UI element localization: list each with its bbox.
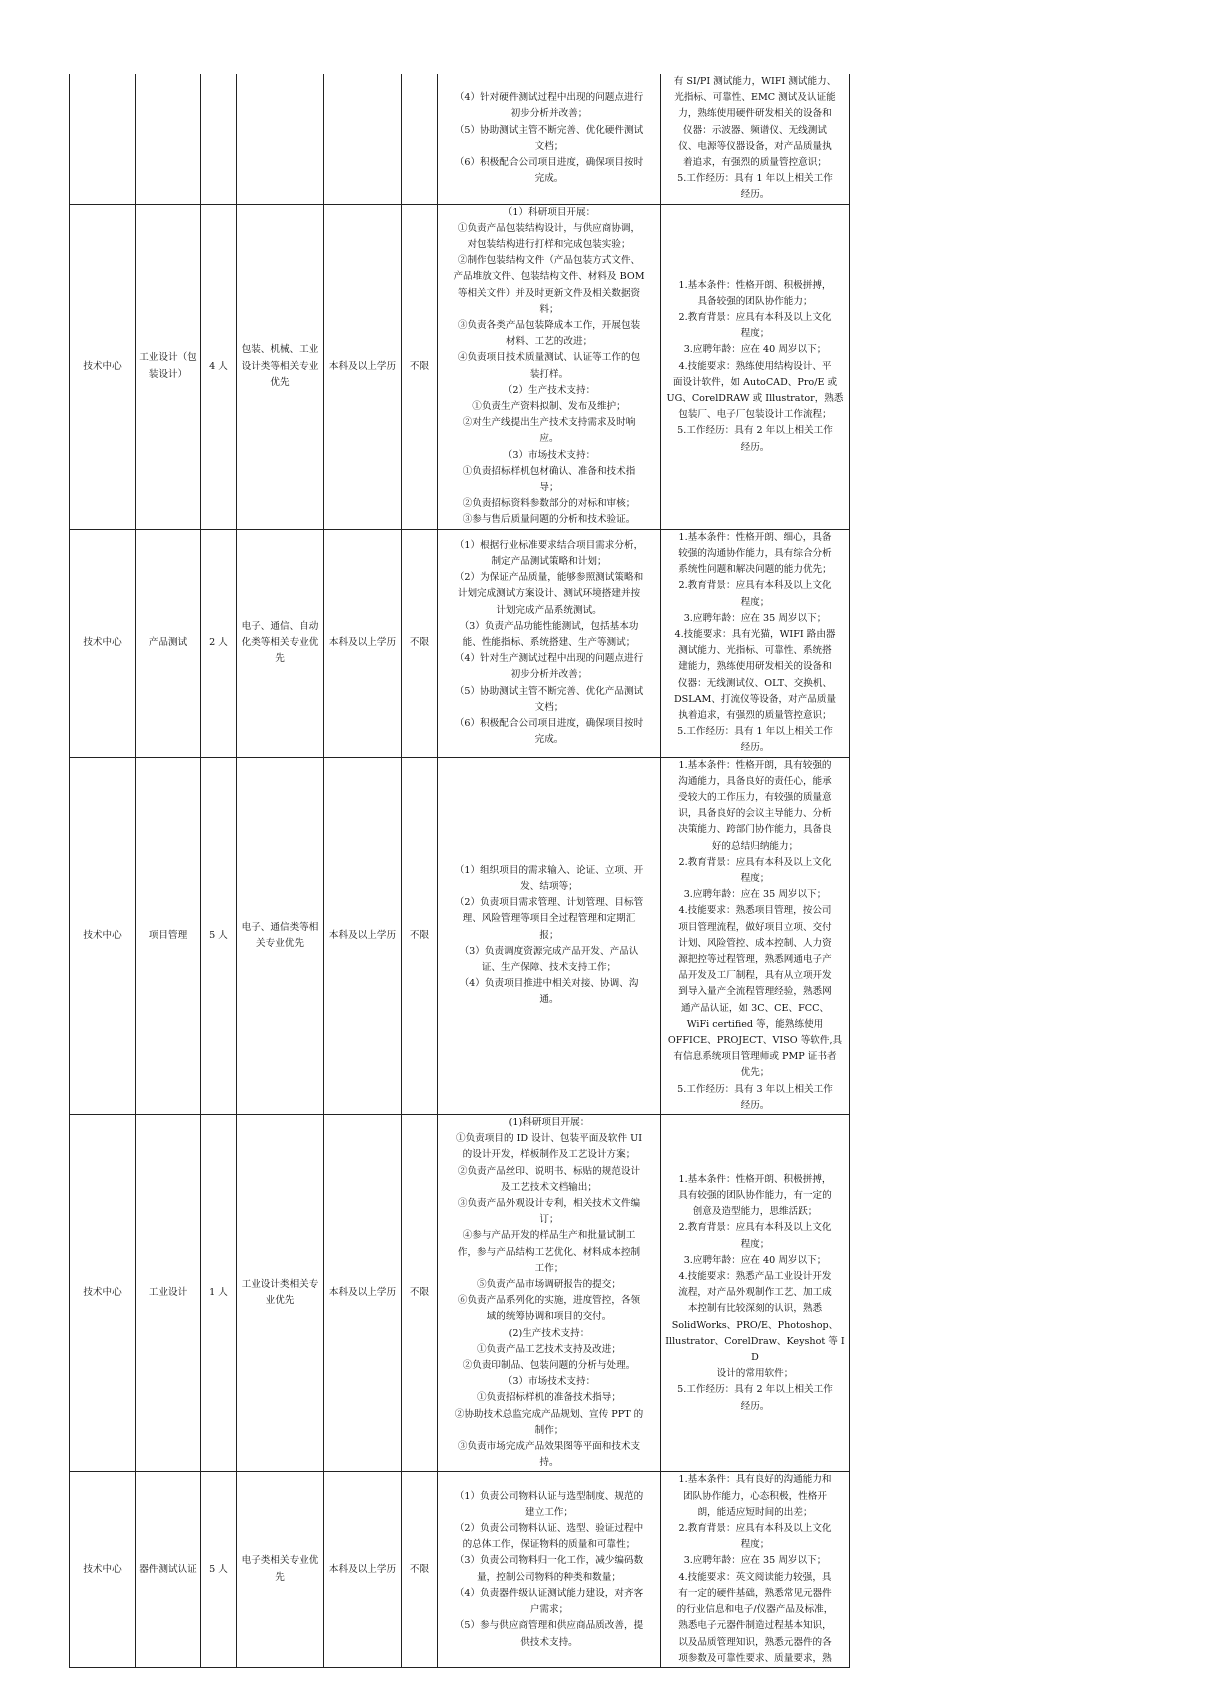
requirement-line: 受较大的工作压力，有较强的质量意 <box>678 791 832 803</box>
requirement-line: 好的总结归纳能力； <box>711 840 799 852</box>
requirement-line: 有一定的硬件基础，熟悉常见元器件 <box>678 1587 832 1599</box>
headcount-cell: 1 人 <box>201 1115 237 1472</box>
duty-line: ①负责项目的 ID 设计、包装平面及软件 UI <box>455 1133 642 1145</box>
duty-line: ①负责招标样机的准备技术指导； <box>477 1392 621 1404</box>
duty-line: 完成。 <box>534 173 564 185</box>
duty-line: （2）为保证产品质量，能够参照测试策略和 <box>454 572 644 584</box>
duty-line: （5）协助测试主管不断完善、优化硬件测试 <box>454 124 644 136</box>
duty-line: 文档； <box>534 140 564 152</box>
department-cell: 技术中心 <box>70 204 136 529</box>
requirement-line: 5.工作经历：具有 1 年以上相关工作 <box>677 726 833 738</box>
job-duties-cell <box>438 1115 661 1472</box>
requirement-line: 到导入量产全流程管理经验，熟悉网 <box>678 986 832 998</box>
requirement-line: 1.基本条件：性格开朗、积极拼搏， <box>678 1173 832 1185</box>
requirement-line: 具有较强的团队协作能力，有一定的 <box>678 1189 832 1201</box>
duty-line: （2）负责公司物料认证、选型、验证过程中 <box>454 1523 644 1535</box>
requirement-line: 3.应聘年龄：应在 35 周岁以下； <box>683 612 827 624</box>
position-cell: 器件测试认证 <box>136 1472 201 1667</box>
duty-line: ①负责招标样机包材确认、准备和技术指 <box>462 465 636 477</box>
requirement-line: SolidWorks、PRO/E、Photoshop、 <box>671 1319 839 1331</box>
requirement-line: 创意及造型能力，思维活跃； <box>692 1206 818 1218</box>
requirement-line: 包装厂、电子厂包装设计工作流程； <box>678 409 832 421</box>
requirements-cell <box>661 1472 850 1667</box>
requirement-line: 经历。 <box>740 441 770 453</box>
duty-line: 建立工作； <box>525 1506 573 1518</box>
education-cell: 本科及以上学历 <box>324 1472 402 1667</box>
duty-line: （4）负责项目推进中相关对接、协调、沟 <box>459 978 639 990</box>
requirement-line: 有 SI/PI 测试能力，WIFI 测试能力、 <box>673 76 837 87</box>
department-cell: 技术中心 <box>70 529 136 757</box>
duty-line: 订； <box>539 1214 559 1226</box>
table-row <box>70 1115 850 1472</box>
duty-line: 持。 <box>539 1457 559 1469</box>
requirement-line: 经历。 <box>740 1099 770 1111</box>
requirement-line: 2.教育背景：应具有本科及以上文化 <box>678 580 832 592</box>
duty-line: （1）科研项目开展： <box>502 206 596 218</box>
job-duties-cell <box>438 757 661 1114</box>
position-cell <box>136 74 201 204</box>
duty-line: 供技术支持。 <box>520 1636 578 1648</box>
requirement-line: 程度； <box>740 596 770 608</box>
requirement-line: 仪、电源等仪器设备，对产品质量执 <box>678 140 832 152</box>
requirement-line: 1.基本条件：性格开朗、细心，具备 <box>678 531 832 543</box>
job-duties-cell <box>438 529 661 757</box>
requirement-line: 系统性问题和解决问题的能力优先； <box>678 564 832 576</box>
table-row <box>70 74 850 204</box>
duty-line: ②负责招标资料参数部分的对标和审核； <box>462 498 636 510</box>
duty-line: （3）负责调度资源完成产品开发、产品认 <box>459 945 639 957</box>
requirement-line: 建能力，熟练使用研发相关的设备和 <box>678 661 832 673</box>
duty-line: 制作； <box>534 1424 564 1436</box>
major-cell: 包装、机械、工业设计类等相关专业优先 <box>237 204 324 529</box>
requirement-line: 朗，能适应短时间的出差； <box>697 1506 813 1518</box>
requirement-line: 3.应聘年龄：应在 35 周岁以下； <box>683 1555 827 1567</box>
requirement-line: 2.教育背景：应具有本科及以上文化 <box>678 1523 832 1535</box>
duty-line: 制定产品测试策略和计划； <box>491 555 607 567</box>
duty-line: （6）积极配合公司项目进度，确保项目按时 <box>454 718 644 730</box>
duty-line: 工作； <box>534 1262 564 1274</box>
headcount-cell: 4 人 <box>201 204 237 529</box>
education-cell: 本科及以上学历 <box>324 757 402 1114</box>
requirement-line: 识，具备良好的会议主导能力、分析 <box>678 808 832 820</box>
requirement-line: 光指标、可靠性、EMC 测试及认证能 <box>674 92 836 104</box>
gender-cell: 不限 <box>402 757 438 1114</box>
requirement-line: 源把控等过程管理，熟悉网通电子产 <box>678 953 832 965</box>
duty-line: ④参与产品开发的样品生产和批量试制工 <box>462 1230 636 1242</box>
requirement-line: 经历。 <box>740 1400 770 1412</box>
job-duties-cell <box>438 74 661 204</box>
headcount-cell: 5 人 <box>201 1472 237 1667</box>
position-cell: 项目管理 <box>136 757 201 1114</box>
headcount-cell: 5 人 <box>201 757 237 1114</box>
requirement-line: 优先； <box>740 1067 770 1079</box>
duty-line: （6）积极配合公司项目进度，确保项目按时 <box>454 157 644 169</box>
duty-line: 初步分析并改善； <box>510 108 588 120</box>
requirement-line: 本控制有比较深刻的认识，熟悉 <box>687 1303 823 1315</box>
table-row <box>70 1472 850 1667</box>
duty-line: （5）协助测试主管不断完善、优化产品测试 <box>454 685 644 697</box>
requirement-line: WiFi certified 等，能熟练使用 <box>686 1018 824 1030</box>
duty-line: （4）针对生产测试过程中出现的问题点进行 <box>454 653 644 665</box>
duty-line: （4）负责器件级认证测试能力建设，对齐客 <box>454 1587 644 1599</box>
requirement-line: 较强的沟通协作能力，具有综合分析 <box>678 547 832 559</box>
table-row <box>70 529 850 757</box>
requirement-line: 3.应聘年龄：应在 40 周岁以下； <box>683 1254 827 1266</box>
requirement-line: 2.教育背景：应具有本科及以上文化 <box>678 1222 832 1234</box>
requirement-line: OFFICE、PROJECT、VISO 等软件,具 <box>667 1034 843 1046</box>
duty-line: 等相关文件）并及时更新文件及相关数据资 <box>457 287 641 299</box>
duty-line: 的设计开发，样板制作及工艺设计方案； <box>462 1149 636 1161</box>
requirements-cell <box>661 757 850 1114</box>
duty-line: （3）负责公司物料归一化工作，减少编码数 <box>454 1555 644 1567</box>
gender-cell: 不限 <box>402 1472 438 1667</box>
duty-line: ①负责产品包装结构设计，与供应商协调， <box>457 222 641 234</box>
duty-line: ②制作包装结构文件（产品包装方式文件、 <box>457 255 641 267</box>
education-cell <box>324 74 402 204</box>
table-row <box>70 204 850 529</box>
major-cell: 工业设计类相关专业优先 <box>237 1115 324 1472</box>
requirement-line: 4.技能要求：熟悉产品工业设计开发 <box>678 1270 832 1282</box>
requirement-line: 经历。 <box>740 189 770 201</box>
requirement-line: Illustrator、CorelDraw、Keyshot 等 ID <box>665 1335 845 1363</box>
major-cell: 电子、通信、自动化类等相关专业优先 <box>237 529 324 757</box>
gender-cell: 不限 <box>402 529 438 757</box>
duty-line: (2)生产技术支持： <box>508 1327 590 1339</box>
requirement-line: 力，熟练使用硬件研发相关的设备和 <box>678 108 832 120</box>
duty-line: （1）负责公司物料认证与选型制度、规范的 <box>454 1490 644 1502</box>
duty-line: 能、性能指标、系统搭建、生产等测试； <box>462 637 636 648</box>
headcount-cell <box>201 74 237 204</box>
requirement-line: 项参数及可靠性要求、质量要求，熟 <box>678 1652 832 1664</box>
duty-line: (1)科研项目开展： <box>508 1117 590 1128</box>
duty-line: ②对生产线提出生产技术支持需求及时响 <box>462 417 636 429</box>
requirement-line: 5.工作经历：具有 2 年以上相关工作 <box>677 1384 833 1396</box>
duty-line: ③负责产品外观设计专利，相关技术文件编 <box>457 1198 641 1210</box>
duty-line: ②负责产品丝印、说明书、标贴的规范设计 <box>457 1165 641 1177</box>
requirement-line: 4.技能要求：熟悉项目管理，按公司 <box>678 905 832 917</box>
duty-line: （1）根据行业标准要求结合项目需求分析， <box>454 539 644 551</box>
requirement-line: 项目管理流程，做好项目立项、交付 <box>678 921 832 933</box>
job-duties-cell <box>438 204 661 529</box>
requirement-line: 决策能力、跨部门协作能力，具备良 <box>678 824 832 836</box>
duty-line: 户需求； <box>529 1604 569 1616</box>
duty-line: （2）负责项目需求管理、计划管理、目标管 <box>454 897 644 909</box>
requirements-cell <box>661 1115 850 1472</box>
department-cell: 技术中心 <box>70 757 136 1114</box>
duty-line: ②协助技术总监完成产品规划、宣传 PPT 的 <box>454 1408 644 1420</box>
gender-cell <box>402 74 438 204</box>
duty-line: （3）市场技术支持： <box>502 1376 596 1388</box>
requirement-line: 3.应聘年龄：应在 40 周岁以下； <box>683 344 827 356</box>
duty-line: ⑤负责产品市场调研报告的提交； <box>477 1279 621 1291</box>
job-duties-cell <box>438 1472 661 1667</box>
requirement-line: 流程，对产品外观制作工艺、加工成 <box>678 1287 832 1299</box>
duty-line: 装打样。 <box>529 368 569 380</box>
duty-line: 域的统筹协调和项目的交付。 <box>486 1311 612 1323</box>
requirement-line: 仪器：示波器、频谱仪、无线测试 <box>683 124 827 136</box>
requirement-line: 1.基本条件：性格开朗，具有较强的 <box>678 759 832 771</box>
requirement-line: 5.工作经历：具有 2 年以上相关工作 <box>677 425 833 437</box>
requirement-line: 品开发及工厂制程，具有从立项开发 <box>678 970 832 982</box>
duty-line: 计划完成产品系统测试。 <box>496 604 602 616</box>
duty-line: （3）市场技术支持： <box>502 449 596 461</box>
duty-line: 理、风险管理等项目全过程管理和定期汇 <box>462 913 636 925</box>
headcount-cell: 2 人 <box>201 529 237 757</box>
requirement-line: 程度； <box>740 328 770 340</box>
requirements-cell <box>661 204 850 529</box>
position-cell: 工业设计 <box>136 1115 201 1472</box>
major-cell <box>237 74 324 204</box>
education-cell: 本科及以上学历 <box>324 1115 402 1472</box>
duty-line: 产品堆放文件、包装结构文件、材料及 BOM <box>453 271 645 283</box>
requirement-line: 具备较强的团队协作能力； <box>697 295 813 307</box>
requirement-line: 计划、风险管控、成本控制、人力资 <box>678 937 832 949</box>
duty-line: （5）参与供应商管理和供应商品质改善，提 <box>454 1620 644 1632</box>
requirement-line: 4.技能要求：英文阅读能力较强，具 <box>678 1571 832 1583</box>
requirement-line: DSLAM、打流仪等设备，对产品质量 <box>673 693 837 705</box>
duty-line: ②负责印制品、包装问题的分析与处理。 <box>462 1360 636 1372</box>
requirement-line: 程度； <box>740 1539 770 1551</box>
requirement-line: 通产品认证，如 3C、CE、FCC、 <box>680 1002 830 1014</box>
duty-line: 完成。 <box>534 734 564 746</box>
table-row <box>70 757 850 1114</box>
requirement-line: 2.教育背景：应具有本科及以上文化 <box>678 856 832 868</box>
requirement-line: 3.应聘年龄：应在 35 周岁以下； <box>683 889 827 901</box>
duty-line: ③负责市场完成产品效果图等平面和技术支 <box>457 1441 641 1453</box>
duty-line: （3）负责产品功能性能测试，包括基本功 <box>459 620 639 632</box>
requirement-line: 仪器：无线测试仪、OLT、交换机、 <box>677 677 833 689</box>
duty-line: 作，参与产品结构工艺优化、材料成本控制 <box>457 1246 641 1258</box>
requirement-line: 程度； <box>740 872 770 884</box>
duty-line: （2）生产技术支持： <box>502 384 596 396</box>
education-cell: 本科及以上学历 <box>324 529 402 757</box>
duty-line: 报； <box>539 929 559 941</box>
requirement-line: 经历。 <box>740 742 770 754</box>
requirement-line: 1.基本条件：性格开朗、积极拼搏， <box>678 279 832 291</box>
duty-line: 证、生产保障、技术支持工作； <box>481 962 617 974</box>
duty-line: 的总体工作，保证物料的质量和可靠性； <box>462 1539 636 1551</box>
duty-line: 计划完成测试方案设计、测试环境搭建并按 <box>457 588 641 600</box>
requirement-line: 的行业信息和电子/仪器产品及标准， <box>676 1604 834 1616</box>
duty-line: 量，控制公司物料的种类和数量； <box>477 1571 621 1583</box>
requirement-line: 4.技能要求：具有光猫，WIFI 路由器 <box>674 628 836 640</box>
requirement-line: 团队协作能力，心态积极，性格开 <box>683 1490 827 1502</box>
requirements-cell <box>661 74 850 204</box>
requirement-line: 熟悉电子元器件制造过程基本知识， <box>678 1620 832 1632</box>
gender-cell: 不限 <box>402 1115 438 1472</box>
duty-line: 料； <box>539 303 559 315</box>
duty-line: ①负责产品工艺技术支持及改进； <box>477 1343 621 1355</box>
duty-line: 文档； <box>534 701 564 713</box>
education-cell: 本科及以上学历 <box>324 204 402 529</box>
duty-line: 应。 <box>539 433 559 445</box>
requirement-line: 测试能力、光指标、可靠性、系统搭 <box>678 645 832 657</box>
duty-line: ①负责生产资料拟制、发布及维护； <box>472 401 626 413</box>
duty-line: ③负责各类产品包装降成本工作，开展包装 <box>457 320 641 332</box>
duty-line: 导； <box>539 482 559 494</box>
duty-line: （1）组织项目的需求输入、论证、立项、开 <box>454 864 644 876</box>
duty-line: 及工艺技术文档输出； <box>501 1181 597 1193</box>
department-cell: 技术中心 <box>70 1115 136 1472</box>
major-cell: 电子类相关专业优先 <box>237 1472 324 1667</box>
recruitment-table <box>69 74 850 1668</box>
requirement-line: 执着追求，有强烈的质量管控意识； <box>678 709 832 721</box>
position-cell: 产品测试 <box>136 529 201 757</box>
duty-line: ⑥负责产品系列化的实施，进度管控，各领 <box>457 1295 641 1307</box>
requirement-line: 以及品质管理知识，熟悉元器件的各 <box>678 1636 832 1648</box>
position-cell: 工业设计（包装设计） <box>136 204 201 529</box>
requirement-line: 程度； <box>740 1238 770 1250</box>
duty-line: 通。 <box>539 994 559 1006</box>
requirement-line: 5.工作经历：具有 1 年以上相关工作 <box>677 173 833 185</box>
duty-line: 材料、工艺的改进； <box>505 336 593 348</box>
duty-line: ③参与售后质量问题的分析和技术验证。 <box>462 514 636 526</box>
requirement-line: 设计的常用软件； <box>716 1368 794 1380</box>
duty-line: （4）针对硬件测试过程中出现的问题点进行 <box>454 92 644 104</box>
duty-line: ④负责项目技术质量测试、认证等工作的包 <box>457 352 641 364</box>
department-cell <box>70 74 136 204</box>
requirement-line: 5.工作经历：具有 3 年以上相关工作 <box>677 1083 833 1095</box>
department-cell: 技术中心 <box>70 1472 136 1667</box>
requirement-line: 面设计软件，如 AutoCAD、Pro/E 或 <box>672 376 838 388</box>
requirement-line: 沟通能力，具备良好的责任心，能承 <box>678 775 832 787</box>
requirement-line: 1.基本条件：具有良好的沟通能力和 <box>678 1474 832 1486</box>
requirement-line: 有信息系统项目管理师或 PMP 证书者 <box>673 1051 837 1063</box>
duty-line: 发、结项等； <box>520 881 578 893</box>
duty-line: 对包装结构进行打样和完成包装实验； <box>467 239 631 251</box>
major-cell: 电子、通信类等相关专业优先 <box>237 757 324 1114</box>
requirement-line: 4.技能要求：熟练使用结构设计、平 <box>678 360 832 372</box>
requirement-line: 着追求，有强烈的质量管控意识； <box>683 157 827 169</box>
requirement-line: 2.教育背景：应具有本科及以上文化 <box>678 311 832 323</box>
duty-line: 初步分析并改善； <box>510 669 588 681</box>
requirement-line: UG、CorelDRAW 或 Illustrator，熟悉 <box>666 392 844 404</box>
gender-cell: 不限 <box>402 204 438 529</box>
requirements-cell <box>661 529 850 757</box>
